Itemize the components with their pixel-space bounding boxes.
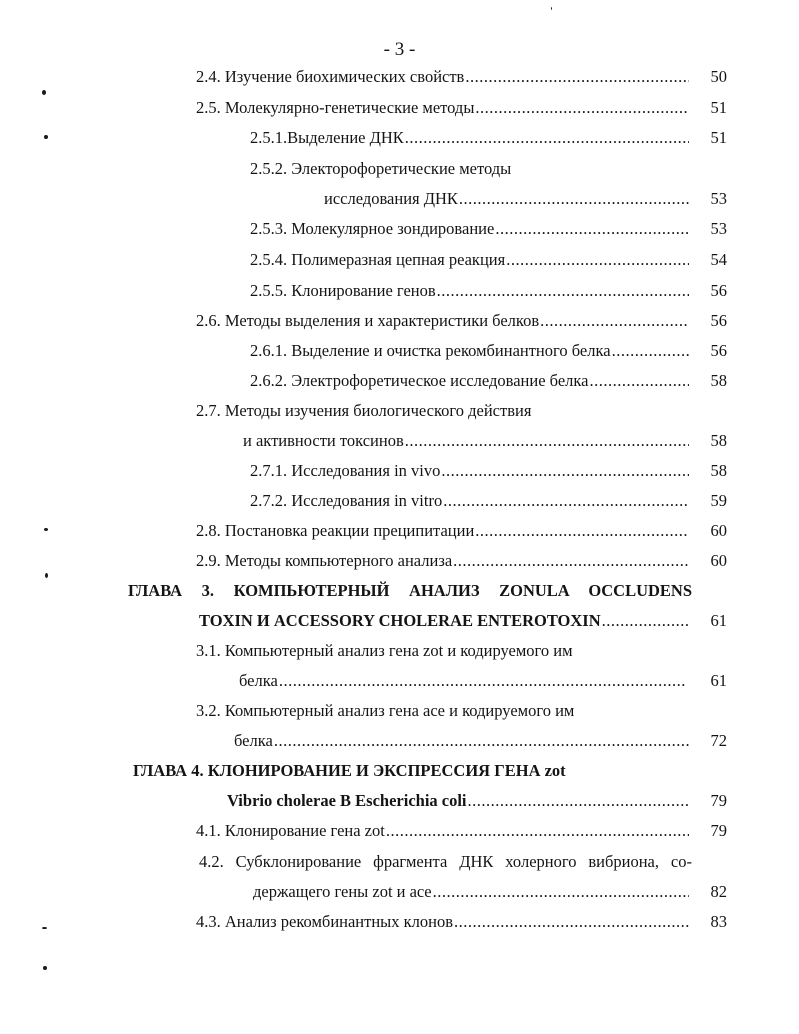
toc-entry-2-7-continued[interactable]	[243, 428, 690, 454]
toc-entry-title: исследования ДНК	[324, 189, 458, 208]
toc-entry-3-1-continued[interactable]	[239, 668, 686, 694]
toc-entry-title: 2.5.5. Клонирование генов	[250, 281, 436, 300]
scan-speck	[44, 135, 48, 139]
toc-chapter-4[interactable]: ГЛАВА 4. КЛОНИРОВАНИЕ И ЭКСПРЕССИЯ ГЕНА zot	[133, 761, 566, 780]
toc-page-number: 51	[710, 98, 727, 117]
toc-page-number: 59	[710, 491, 727, 510]
toc-page-number: 58	[710, 371, 727, 390]
toc-entry-2-8[interactable]	[196, 518, 690, 544]
toc-page-number: 54	[710, 250, 727, 269]
dot-leader	[468, 788, 689, 814]
toc-entry-2-5[interactable]	[196, 95, 690, 121]
dot-leader	[443, 488, 689, 514]
toc-page-number: 61	[710, 611, 727, 630]
toc-entry-title: 2.7.2. Исследования in vitro	[250, 491, 443, 510]
toc-entry-title: 2.5. Молекулярно-генетические методы	[196, 98, 475, 117]
scan-speck	[45, 573, 48, 578]
toc-entry-2-5-3[interactable]	[250, 216, 690, 242]
toc-entry-title: 2.6.2. Электрофоретическое исследование белка	[250, 371, 589, 390]
dot-leader	[453, 548, 689, 574]
toc-entry-title: 2.5.3. Молекулярное зондирование	[250, 219, 495, 238]
toc-entry-title: TOXIN И ACCESSORY CHOLERAE ENTEROTOXIN	[199, 611, 601, 630]
toc-entry-2-6-2[interactable]	[250, 368, 690, 394]
toc-entry-2-7-2[interactable]	[250, 488, 690, 514]
dot-leader	[475, 95, 689, 121]
dot-leader	[405, 125, 689, 151]
toc-entry-2-5-2-continued[interactable]	[324, 186, 690, 212]
dot-leader	[454, 909, 689, 935]
toc-page-number: 58	[710, 461, 727, 480]
toc-entry-title: 2.4. Изучение биохимических свойств	[196, 67, 465, 86]
dot-leader	[433, 879, 689, 905]
toc-entry-title: 2.6.1. Выделение и очистка рекомбинантного белка	[250, 341, 611, 360]
toc-page-number: 72	[710, 731, 727, 750]
toc-chapter-3-continued[interactable]	[199, 608, 690, 634]
toc-page-number: 58	[710, 431, 727, 450]
toc-page-number: 53	[710, 219, 727, 238]
toc-entry-title: 2.7.1. Исследования in vivo	[250, 461, 441, 480]
toc-entry-3-2[interactable]: 3.2. Компьютерный анализ гена ace и кодируемого им	[196, 701, 575, 720]
dot-leader	[540, 308, 689, 334]
toc-entry-4-1[interactable]	[196, 818, 690, 844]
dot-leader	[589, 368, 689, 394]
toc-entry-title: 2.5.4. Полимеразная цепная реакция	[250, 250, 506, 269]
toc-page-number: 83	[710, 912, 727, 931]
toc-entry-title: 2.8. Постановка реакции преципитации	[196, 521, 475, 540]
toc-page-number: 56	[710, 341, 727, 360]
dot-leader	[459, 186, 689, 212]
dot-leader	[612, 338, 689, 364]
toc-entry-title: белка	[234, 731, 273, 750]
toc-entry-4-3[interactable]	[196, 909, 690, 935]
toc-entry-2-6[interactable]	[196, 308, 690, 334]
toc-page-number: 79	[710, 821, 727, 840]
toc-entry-2-5-2[interactable]: 2.5.2. Электорофоретические методы	[250, 159, 512, 178]
toc-entry-2-6-1[interactable]	[250, 338, 690, 364]
dot-leader	[386, 818, 689, 844]
scan-speck	[551, 7, 552, 10]
scan-speck	[42, 90, 46, 95]
scan-speck	[42, 927, 47, 929]
toc-entry-title: 2.6. Методы выделения и характеристики белков	[196, 311, 540, 330]
toc-chapter-3[interactable]: ГЛАВА 3. КОМПЬЮТЕРНЫЙ АНАЛИЗ ZONULA OCCLUDENS	[128, 581, 692, 600]
toc-page-number: 56	[710, 281, 727, 300]
toc-page-number: 82	[710, 882, 727, 901]
dot-leader	[279, 668, 685, 694]
toc-page-number: 50	[710, 67, 727, 86]
toc-entry-4-2-continued[interactable]	[253, 879, 690, 905]
dot-leader	[602, 608, 689, 634]
dot-leader	[274, 728, 689, 754]
toc-entry-4-2[interactable]: 4.2. Субклонирование фрагмента ДНК холерного вибриона, со-	[199, 852, 692, 871]
toc-entry-title: и активности токсинов	[243, 431, 404, 450]
toc-entry-title: 2.9. Методы компьютерного анализа	[196, 551, 453, 570]
toc-entry-2-9[interactable]	[196, 548, 690, 574]
dot-leader	[465, 64, 689, 90]
dot-leader	[441, 458, 689, 484]
toc-page-number: 79	[710, 791, 727, 810]
toc-entry-2-7-1[interactable]	[250, 458, 690, 484]
toc-entry-title: 4.3. Анализ рекомбинантных клонов	[196, 912, 454, 931]
dot-leader	[506, 247, 689, 273]
dot-leader	[475, 518, 689, 544]
dot-leader	[495, 216, 689, 242]
toc-entry-2-5-5[interactable]	[250, 278, 690, 304]
toc-page-number: 53	[710, 189, 727, 208]
toc-entry-2-7[interactable]: 2.7. Методы изучения биологического действия	[196, 401, 532, 420]
toc-entry-3-2-continued[interactable]	[234, 728, 690, 754]
scan-speck	[43, 966, 47, 970]
page-number: - 3 -	[383, 39, 416, 60]
toc-page-number: 61	[710, 671, 727, 690]
toc-page-number: 56	[710, 311, 727, 330]
dot-leader	[437, 278, 689, 304]
toc-entry-title: белка	[239, 671, 278, 690]
toc-entry-title: 2.5.1.Выделение ДНК	[250, 128, 404, 147]
toc-entry-title: Vibrio cholerae В Escherichia coli	[227, 791, 467, 810]
dot-leader	[405, 428, 689, 454]
toc-entry-title: держащего гены zot и ace	[253, 882, 432, 901]
toc-entry-2-5-4[interactable]	[250, 247, 690, 273]
toc-chapter-4-continued[interactable]	[227, 788, 690, 814]
toc-page-number: 60	[710, 521, 727, 540]
toc-entry-title: 4.1. Клонирование гена zot	[196, 821, 385, 840]
scan-speck	[44, 528, 48, 531]
toc-page-number: 51	[710, 128, 727, 147]
toc-entry-2-4[interactable]	[196, 64, 690, 90]
toc-entry-2-5-1[interactable]	[250, 125, 690, 151]
toc-page-number: 60	[710, 551, 727, 570]
toc-entry-3-1[interactable]: 3.1. Компьютерный анализ гена zot и кодируемого им	[196, 641, 573, 660]
